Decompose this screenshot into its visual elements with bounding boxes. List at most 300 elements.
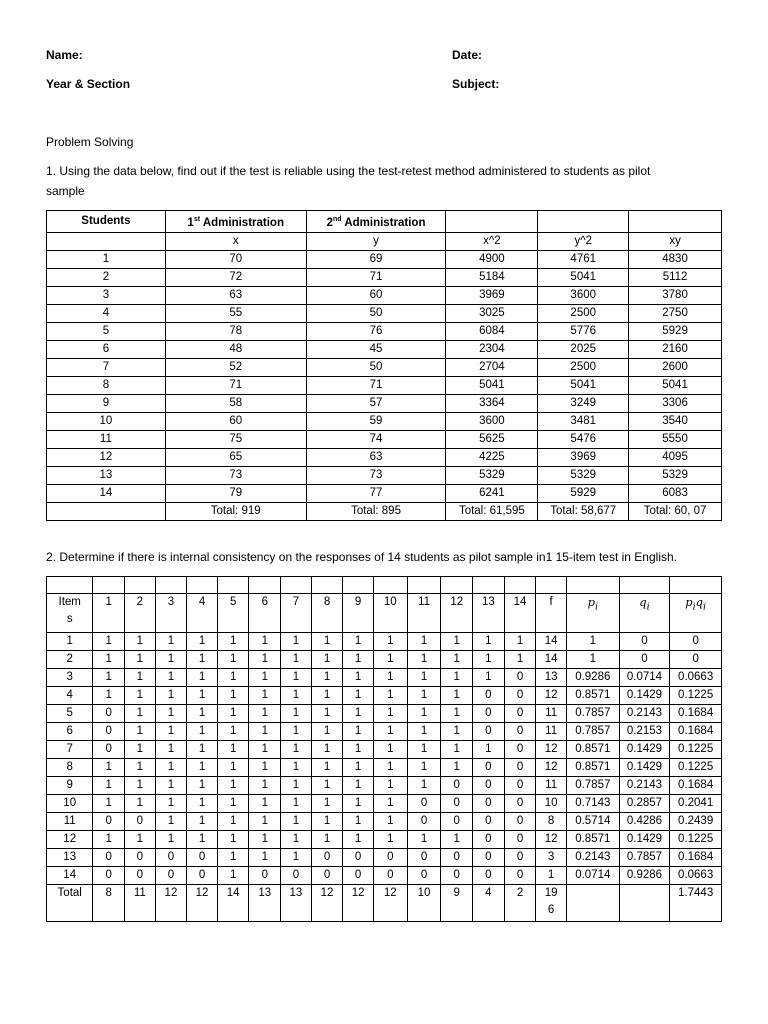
table-cell: 1 <box>311 723 343 741</box>
table-cell: 1 <box>217 867 249 885</box>
test-retest-table <box>46 210 722 521</box>
table-cell: 3780 <box>629 286 722 304</box>
table-cell: 1 <box>187 633 218 651</box>
table-cell: 0 <box>473 777 505 795</box>
table-cell: 0 <box>155 867 187 885</box>
table-cell: 0.1225 <box>670 759 722 777</box>
table-cell: 1 <box>566 651 619 669</box>
table-cell: 6 <box>47 723 93 741</box>
table-cell: 70 <box>165 250 306 268</box>
table-cell: 1 <box>343 723 374 741</box>
table-cell: 0.7857 <box>619 849 670 867</box>
question-1-text <box>46 161 726 201</box>
table-cell: 1 <box>217 813 249 831</box>
table-row <box>47 741 722 759</box>
table-row <box>47 723 722 741</box>
table-cell: 1 <box>311 705 343 723</box>
table-cell: 1 <box>373 777 407 795</box>
table-cell: 7 <box>47 358 166 376</box>
table-cell: 1 <box>281 849 312 867</box>
section-title: Problem Solving <box>46 135 134 149</box>
table-cell: 11 <box>47 430 166 448</box>
table-cell: 3025 <box>446 304 538 322</box>
name-label: Name: <box>46 48 83 62</box>
table-cell: 12 <box>47 448 166 466</box>
table-cell: 0 <box>504 723 536 741</box>
table-cell: 0.2143 <box>619 705 670 723</box>
table-cell: 0 <box>441 813 473 831</box>
internal-consistency-table <box>46 576 722 922</box>
table-cell: 1 <box>217 651 249 669</box>
table-cell: 55 <box>165 304 306 322</box>
table-cell: 1 <box>311 831 343 849</box>
table-cell: 1 <box>373 669 407 687</box>
table-cell: 71 <box>306 268 446 286</box>
table-cell: 1 <box>217 705 249 723</box>
table-cell: 6083 <box>629 484 722 502</box>
table-cell: 1 <box>407 777 441 795</box>
table-cell: 1 <box>281 741 312 759</box>
table-cell: 5550 <box>629 430 722 448</box>
table-cell: 1 <box>217 633 249 651</box>
table-cell: 3 <box>47 669 93 687</box>
table-cell: 1 <box>311 741 343 759</box>
table-cell: 1 <box>441 633 473 651</box>
question-1-line-1: 1. Using the data below, find out if the test is reliable using the test-retest method administered to students as pilot <box>46 164 651 178</box>
table-cell: 1 <box>504 633 536 651</box>
table-cell: 0 <box>343 849 374 867</box>
first-admin-header: 1st Administration <box>165 211 306 233</box>
table-cell: 11 <box>536 723 567 741</box>
table-cell: 1 <box>217 741 249 759</box>
table-cell: 57 <box>306 394 446 412</box>
table-cell: 1 <box>93 795 125 813</box>
table-cell: 1 <box>311 687 343 705</box>
table-cell: 1 <box>281 651 312 669</box>
y-header: y <box>306 232 446 250</box>
table-cell: 1 <box>343 759 374 777</box>
table-cell: 1 <box>311 651 343 669</box>
table-cell: 2 <box>47 651 93 669</box>
table-cell: 5929 <box>538 484 629 502</box>
table-cell: 1 <box>343 687 374 705</box>
table-cell: 0 <box>504 813 536 831</box>
table-cell: 1 <box>217 669 249 687</box>
table-cell: 0.1684 <box>670 849 722 867</box>
table-cell: 2704 <box>446 358 538 376</box>
table-cell: 0.8571 <box>566 831 619 849</box>
table-cell: 1 <box>47 250 166 268</box>
table-row <box>47 633 722 651</box>
table-cell: 1 <box>125 777 156 795</box>
table-cell: 0.9286 <box>619 867 670 885</box>
table-header-row: Item s 1 2 3 4 5 6 7 8 9 10 11 12 13 14 f $p_i$ $q_i$ $p_iq_i$ <box>47 594 722 633</box>
x2-header: x^2 <box>446 232 538 250</box>
table-cell: 1 <box>473 651 505 669</box>
table-row <box>47 322 722 340</box>
total-y2: Total: 58,677 <box>538 502 629 520</box>
table-cell: 1 <box>187 669 218 687</box>
table-cell: 0.2439 <box>670 813 722 831</box>
table-cell: 10 <box>47 412 166 430</box>
table-row <box>47 849 722 867</box>
table-cell: 0.1429 <box>619 687 670 705</box>
table-cell: 1 <box>373 795 407 813</box>
table-cell: 0 <box>373 867 407 885</box>
table-cell: 0 <box>504 795 536 813</box>
table-header-row <box>47 211 722 233</box>
table-cell: 0 <box>473 687 505 705</box>
table-cell: 1 <box>249 831 281 849</box>
table-cell: 2160 <box>629 340 722 358</box>
table-cell: 1 <box>373 633 407 651</box>
table-cell: 1 <box>407 651 441 669</box>
table-cell: 5041 <box>538 268 629 286</box>
table-cell: 10 <box>536 795 567 813</box>
table-cell: 5041 <box>538 376 629 394</box>
table-cell: 1 <box>249 849 281 867</box>
table-cell: 3540 <box>629 412 722 430</box>
table-cell: 0 <box>473 795 505 813</box>
table-row <box>47 358 722 376</box>
table-row <box>47 813 722 831</box>
table-cell: 50 <box>306 304 446 322</box>
table-cell: 4761 <box>538 250 629 268</box>
table-cell: 1 <box>373 705 407 723</box>
table-cell: 0 <box>473 759 505 777</box>
table-cell: 1 <box>441 723 473 741</box>
table-cell: 1 <box>311 633 343 651</box>
table-cell: 1 <box>217 777 249 795</box>
y2-header: y^2 <box>538 232 629 250</box>
table-cell: 0 <box>473 723 505 741</box>
table-cell: 1 <box>187 795 218 813</box>
table-cell: 3600 <box>538 286 629 304</box>
table-cell: 1 <box>407 741 441 759</box>
question-2-text: 2. Determine if there is internal consistency on the responses of 14 students as pilot sample in1 15-item test in English. <box>46 550 677 564</box>
table-cell: 5112 <box>629 268 722 286</box>
table-cell: 1 <box>281 759 312 777</box>
table-cell: 1 <box>187 759 218 777</box>
table-cell: 6 <box>47 340 166 358</box>
table-cell: 59 <box>306 412 446 430</box>
table-cell: 0.0663 <box>670 867 722 885</box>
table-cell: 75 <box>165 430 306 448</box>
table-cell: 1 <box>373 813 407 831</box>
table-cell: 1 <box>217 723 249 741</box>
totals-row <box>47 502 722 520</box>
table-cell: 1 <box>93 777 125 795</box>
table-cell: 3249 <box>538 394 629 412</box>
table-cell: 1 <box>281 795 312 813</box>
table-cell: 5184 <box>446 268 538 286</box>
table-cell: 1 <box>125 741 156 759</box>
table-cell: 1 <box>407 687 441 705</box>
table-cell: 1 <box>281 777 312 795</box>
table-cell: 1 <box>343 741 374 759</box>
table-cell: 0 <box>407 849 441 867</box>
table-row <box>47 250 722 268</box>
table-row <box>47 867 722 885</box>
table-cell: 0 <box>311 867 343 885</box>
date-label: Date: <box>452 48 483 62</box>
table-cell: 0 <box>343 867 374 885</box>
table-subheader-row <box>47 232 722 250</box>
table-cell: 11 <box>47 813 93 831</box>
table-cell: 1 <box>311 777 343 795</box>
table-cell: 5 <box>47 322 166 340</box>
table-cell: 1 <box>93 669 125 687</box>
table-cell: 1 <box>249 633 281 651</box>
table-cell: 0 <box>504 831 536 849</box>
table-cell: 0.1684 <box>670 723 722 741</box>
table-cell: 1 <box>155 669 187 687</box>
second-admin-header: 2nd Administration <box>306 211 446 233</box>
table-cell: 0 <box>373 849 407 867</box>
table-cell: 74 <box>306 430 446 448</box>
table-cell: 12 <box>536 687 567 705</box>
table-cell: 2304 <box>446 340 538 358</box>
table-cell: 9 <box>47 394 166 412</box>
table-cell: 14 <box>536 633 567 651</box>
table-cell: 1 <box>249 723 281 741</box>
table-cell: 1 <box>125 759 156 777</box>
table-cell: 1 <box>441 669 473 687</box>
table-cell: 0.7857 <box>566 705 619 723</box>
table-row <box>47 466 722 484</box>
table-cell: 13 <box>536 669 567 687</box>
table-cell: 5929 <box>629 322 722 340</box>
table-cell: 0 <box>670 633 722 651</box>
table-row <box>47 304 722 322</box>
table-cell: 1 <box>93 633 125 651</box>
table-cell: 0.0663 <box>670 669 722 687</box>
table-cell: 1 <box>441 741 473 759</box>
table-cell: 1 <box>281 633 312 651</box>
table-cell: 3364 <box>446 394 538 412</box>
table-cell: 1 <box>125 687 156 705</box>
table-cell: 1 <box>93 651 125 669</box>
table-cell: 1 <box>155 777 187 795</box>
table-cell: 3969 <box>446 286 538 304</box>
table-cell: 1 <box>311 759 343 777</box>
table-cell: 0 <box>473 867 505 885</box>
table-cell: 0.2041 <box>670 795 722 813</box>
table-cell: 4900 <box>446 250 538 268</box>
table-cell: 1 <box>343 813 374 831</box>
table-cell: 1 <box>125 669 156 687</box>
table-cell: 0 <box>125 813 156 831</box>
table-cell: 1 <box>473 741 505 759</box>
table-cell: 0 <box>93 813 125 831</box>
table-cell: 13 <box>47 849 93 867</box>
table-cell: 1 <box>407 669 441 687</box>
table-cell: 0.5714 <box>566 813 619 831</box>
table-cell: 1 <box>155 741 187 759</box>
table-cell: 78 <box>165 322 306 340</box>
table-cell: 0.7143 <box>566 795 619 813</box>
table-cell: 10 <box>47 795 93 813</box>
table-cell: 3 <box>536 849 567 867</box>
total-y: Total: 895 <box>306 502 446 520</box>
table-cell: 1 <box>249 795 281 813</box>
table-cell: 1 <box>249 813 281 831</box>
table-cell: 60 <box>306 286 446 304</box>
table-cell: 1 <box>125 651 156 669</box>
table-cell: 0 <box>407 813 441 831</box>
table-cell: 1 <box>217 795 249 813</box>
table-cell: 1 <box>343 651 374 669</box>
p-header: $p_i$ <box>566 594 619 633</box>
table-row <box>47 651 722 669</box>
table-row <box>47 484 722 502</box>
table-cell: 0 <box>441 849 473 867</box>
table-cell: 4095 <box>629 448 722 466</box>
table-cell: 1 <box>217 687 249 705</box>
table-row <box>47 687 722 705</box>
table-cell: 5476 <box>538 430 629 448</box>
table-cell: 8 <box>536 813 567 831</box>
table-cell: 0 <box>441 777 473 795</box>
table-cell: 1 <box>373 687 407 705</box>
table-cell: 13 <box>47 466 166 484</box>
table-cell: 0.1225 <box>670 741 722 759</box>
table-cell: 1 <box>125 705 156 723</box>
table-cell: 0 <box>504 669 536 687</box>
table-cell: 0 <box>670 651 722 669</box>
table-cell: 0 <box>281 867 312 885</box>
table-cell: 1 <box>441 705 473 723</box>
xy-header: xy <box>629 232 722 250</box>
table-cell: 0.1429 <box>619 741 670 759</box>
table-cell: 1 <box>504 651 536 669</box>
table-cell: 3969 <box>538 448 629 466</box>
table-cell: 0 <box>473 813 505 831</box>
table-cell: 1 <box>187 723 218 741</box>
table-cell: 0 <box>407 867 441 885</box>
table-cell: 1 <box>187 813 218 831</box>
table-cell: 1 <box>249 741 281 759</box>
table-cell: 1 <box>441 687 473 705</box>
students-header: Students <box>47 211 166 233</box>
table-cell: 7 <box>47 741 93 759</box>
table-cell: 73 <box>306 466 446 484</box>
table-cell: 0.1225 <box>670 687 722 705</box>
table-cell: 1 <box>217 759 249 777</box>
table-cell: 1 <box>536 867 567 885</box>
table-cell: 0.9286 <box>566 669 619 687</box>
table-cell: 1 <box>281 687 312 705</box>
table-row <box>47 669 722 687</box>
table-cell: 0.1429 <box>619 831 670 849</box>
table-cell: 0 <box>504 759 536 777</box>
table-row <box>47 448 722 466</box>
table-cell: 1 <box>249 651 281 669</box>
table-cell: 5 <box>47 705 93 723</box>
table-cell: 0 <box>93 705 125 723</box>
table-cell: 0.8571 <box>566 741 619 759</box>
table-cell: 1 <box>187 651 218 669</box>
table-cell: 3600 <box>446 412 538 430</box>
table-cell: 52 <box>165 358 306 376</box>
table-cell: 2025 <box>538 340 629 358</box>
table-cell: 58 <box>165 394 306 412</box>
table-cell: 0 <box>441 867 473 885</box>
table-cell: 0.7857 <box>566 777 619 795</box>
table-cell: 1 <box>343 705 374 723</box>
table-cell: 2500 <box>538 358 629 376</box>
table-cell: 0.0714 <box>566 867 619 885</box>
table-cell: 0.7857 <box>566 723 619 741</box>
table-cell: 1 <box>281 705 312 723</box>
table-cell: 0 <box>155 849 187 867</box>
table-cell: 63 <box>306 448 446 466</box>
table-cell: 1 <box>249 777 281 795</box>
table-cell: 0 <box>473 705 505 723</box>
table-cell: 1 <box>441 831 473 849</box>
table-cell: 12 <box>536 759 567 777</box>
table-cell: 4830 <box>629 250 722 268</box>
table-cell: 5329 <box>629 466 722 484</box>
x-header: x <box>165 232 306 250</box>
table-cell: 2600 <box>629 358 722 376</box>
table-cell: 1 <box>155 831 187 849</box>
subject-label: Subject: <box>452 77 500 91</box>
table-cell: 4225 <box>446 448 538 466</box>
table-cell: 0 <box>504 741 536 759</box>
table-cell: 1 <box>281 813 312 831</box>
table-cell: 0 <box>93 741 125 759</box>
table-cell: 1 <box>155 795 187 813</box>
table-cell: 14 <box>536 651 567 669</box>
table-cell: 71 <box>165 376 306 394</box>
table-cell: 1 <box>217 849 249 867</box>
table-row <box>47 286 722 304</box>
table-cell: 1 <box>249 669 281 687</box>
table-cell: 14 <box>47 867 93 885</box>
table-row <box>47 705 722 723</box>
table-cell: 1 <box>343 795 374 813</box>
total-x2: Total: 61,595 <box>446 502 538 520</box>
table-cell: 63 <box>165 286 306 304</box>
table-cell: 1 <box>373 759 407 777</box>
table-cell: 1 <box>441 651 473 669</box>
table-row <box>47 430 722 448</box>
table-cell: 5776 <box>538 322 629 340</box>
table-cell: 11 <box>536 705 567 723</box>
table-cell: 0 <box>619 633 670 651</box>
table-cell: 1 <box>249 759 281 777</box>
table-row <box>47 340 722 358</box>
table-cell: 2 <box>47 268 166 286</box>
table-cell: 0.2143 <box>566 849 619 867</box>
table-cell: 1 <box>187 705 218 723</box>
table-cell: 0 <box>504 687 536 705</box>
table-cell: 12 <box>536 741 567 759</box>
table-cell: 69 <box>306 250 446 268</box>
table-cell: 4 <box>47 687 93 705</box>
table-cell: 5625 <box>446 430 538 448</box>
table-cell: 11 <box>536 777 567 795</box>
table-cell: 50 <box>306 358 446 376</box>
table-cell: 14 <box>47 484 166 502</box>
table-cell: 1 <box>217 831 249 849</box>
table-cell: 0 <box>125 867 156 885</box>
table-cell: 0.8571 <box>566 759 619 777</box>
table-cell: 0 <box>93 867 125 885</box>
table-cell: 1 <box>343 633 374 651</box>
table-cell: 1 <box>249 705 281 723</box>
